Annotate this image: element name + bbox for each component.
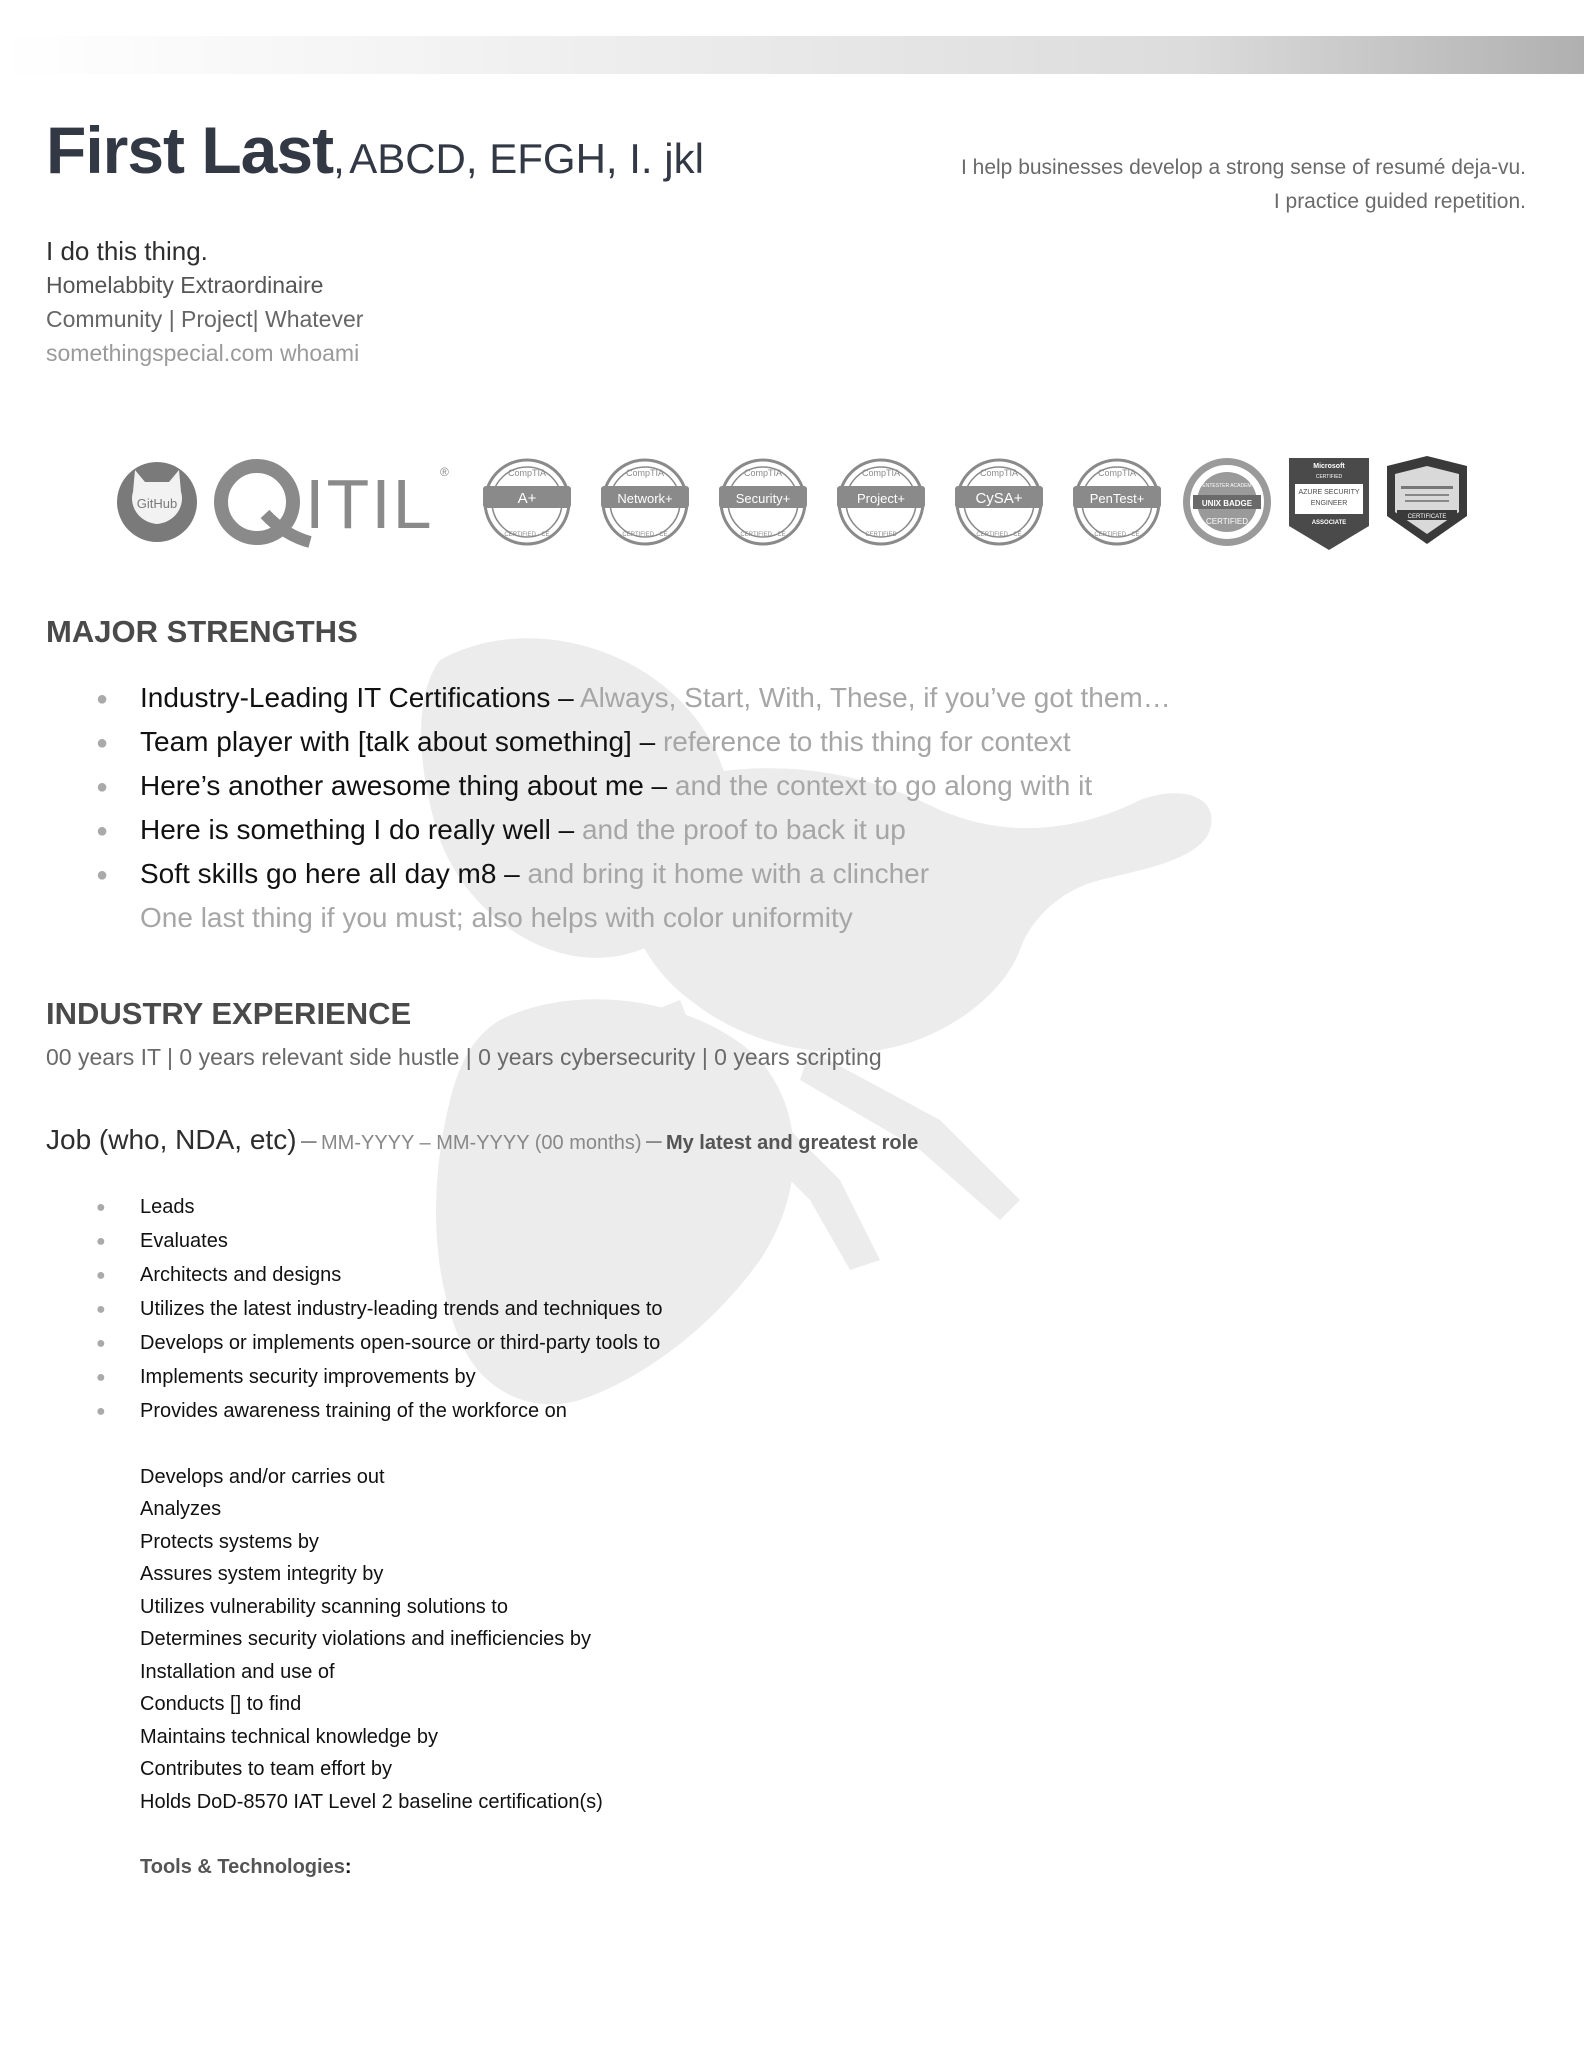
comptia-vendor-label: CompTIA	[979, 468, 1019, 478]
strength-lead: Team player with [talk about something] –	[140, 726, 663, 757]
duty-plain-item: Develops and/or carries out	[140, 1466, 385, 1488]
itil-icon	[221, 465, 449, 543]
bullet-icon: ●	[96, 1334, 106, 1352]
certificate-shield-icon	[1387, 456, 1467, 544]
duty-plain-item: Utilizes vulnerability scanning solutions to	[140, 1596, 508, 1618]
comptia-vendor-label: CompTIA	[625, 468, 665, 478]
duty-text: Provides awareness training of the workforce on	[140, 1400, 567, 1422]
candidate-credentials: ABCD, EFGH, I. jkl	[349, 135, 704, 182]
job-dash: –	[645, 1124, 662, 1155]
strength-context: and bring it home with a clincher	[527, 858, 930, 889]
strength-last-line: One last thing if you must; also helps with color uniformity	[140, 902, 853, 933]
name-line	[46, 112, 704, 188]
comptia-ce-label: CERTIFIED · CE	[740, 532, 786, 538]
unix-vendor-label: PENTESTER ACADEMY	[1199, 483, 1255, 489]
comptia-cert-name: Project+	[856, 491, 906, 506]
unix-certified-label: CERTIFIED	[1205, 517, 1249, 526]
candidate-name: First Last	[46, 113, 334, 187]
bullet-icon: ●	[96, 1232, 106, 1250]
comptia-vendor-label: CompTIA	[1097, 468, 1137, 478]
bullet-icon: ●	[96, 776, 109, 799]
tools-technologies-label	[140, 1856, 352, 1879]
intro-headline: I do this thing.	[46, 236, 208, 266]
duty-text: Develops or implements open-source or third-party tools to	[140, 1332, 661, 1354]
intro-links[interactable]: Community | Project| Whatever	[46, 306, 364, 332]
duty-plain-item: Holds DoD-8570 IAT Level 2 baseline certification(s)	[140, 1791, 603, 1813]
unix-badge-icon	[1183, 458, 1271, 546]
bullet-icon: ●	[96, 1266, 106, 1284]
comptia-ce-label: CERTIFIED · CE	[504, 532, 550, 538]
comptia-cysaplus-icon	[955, 460, 1043, 544]
comptia-cert-name: Security+	[735, 491, 791, 506]
comptia-networkplus-icon	[601, 460, 689, 544]
strength-item	[96, 682, 1171, 714]
bullet-icon: ●	[96, 864, 109, 887]
comptia-cert-name: A+	[517, 490, 537, 507]
certificate-label: CERTIFICATE	[1407, 514, 1447, 520]
comptia-projectplus-icon	[837, 460, 925, 544]
strength-context: reference to this thing for context	[662, 726, 1071, 757]
duty-text: Leads	[140, 1196, 195, 1218]
duty-plain-item: Protects systems by	[140, 1531, 319, 1553]
tools-label-text: Tools & Technologies	[140, 1856, 345, 1878]
strength-lead: Soft skills go here all day m8 –	[140, 858, 528, 889]
azure-level-label: ASSOCIATE	[1311, 520, 1347, 526]
comptia-pentestplus-icon	[1073, 460, 1161, 544]
github-label: GitHub	[136, 496, 178, 511]
certification-badges	[115, 452, 1475, 552]
duty-item	[96, 1332, 660, 1355]
strength-lead: Industry-Leading IT Certifications –	[140, 682, 580, 713]
job-dash: –	[300, 1124, 317, 1155]
tagline-line-1: I help businesses develop a strong sense of resumé deja-vu.	[960, 156, 1526, 179]
duty-item	[96, 1230, 228, 1253]
duty-text: Implements security improvements by	[140, 1366, 476, 1388]
azure-line-2: ENGINEER	[1310, 500, 1348, 507]
comptia-certified-label: CERTIFIED	[865, 532, 897, 538]
azure-security-engineer-icon	[1289, 458, 1369, 550]
duty-item	[96, 1400, 567, 1423]
strengths-title: MAJOR STRENGTHS	[46, 614, 358, 649]
unix-badge-label: UNIX BADGE	[1201, 499, 1253, 508]
strength-item	[96, 770, 1092, 802]
comptia-ce-label: CERTIFIED · CE	[1094, 532, 1140, 538]
comptia-securityplus-icon	[719, 460, 807, 544]
duty-item	[96, 1298, 663, 1321]
duty-item	[96, 1366, 476, 1389]
comptia-ce-label: CERTIFIED · CE	[976, 532, 1022, 538]
itil-label: ITIL	[305, 465, 434, 543]
bullet-icon: ●	[96, 1300, 106, 1318]
job-title: Job (who, NDA, etc)	[46, 1124, 297, 1155]
itil-registered-mark: ®	[440, 465, 449, 479]
strength-item	[96, 814, 906, 846]
duty-text: Architects and designs	[140, 1264, 342, 1286]
tagline-line-2: I practice guided repetition.	[1273, 190, 1526, 213]
duty-item	[96, 1264, 341, 1287]
bullet-icon: ●	[96, 1402, 106, 1420]
experience-stats: 00 years IT | 0 years relevant side hustle | 0 years cybersecurity | 0 years scripting	[46, 1044, 882, 1070]
comptia-cert-name: Network+	[617, 491, 673, 506]
duty-text: Evaluates	[140, 1230, 228, 1252]
duty-item	[96, 1196, 195, 1219]
duty-plain-item: Maintains technical knowledge by	[140, 1726, 438, 1748]
strength-lead: Here is something I do really well –	[140, 814, 582, 845]
tools-label-colon: :	[344, 1856, 352, 1878]
strength-context: and the context to go along with it	[674, 770, 1093, 801]
header-gradient-bar	[0, 36, 1584, 74]
strength-context: and the proof to back it up	[581, 814, 906, 845]
comptia-vendor-label: CompTIA	[507, 468, 547, 478]
strength-item	[96, 726, 1071, 758]
name-separator: ,	[333, 135, 345, 182]
duty-plain-item: Installation and use of	[140, 1661, 335, 1683]
strength-context: Always, Start, With, These, if you’ve got them…	[579, 682, 1171, 713]
comptia-vendor-label: CompTIA	[743, 468, 783, 478]
job-dates: MM-YYYY – MM-YYYY (00 months)	[321, 1132, 642, 1154]
bullet-icon: ●	[96, 688, 109, 711]
comptia-vendor-label: CompTIA	[861, 468, 901, 478]
azure-certified-label: CERTIFIED	[1315, 474, 1343, 480]
duty-text: Utilizes the latest industry-leading trends and techniques to	[140, 1298, 663, 1320]
strength-lead: Here’s another awesome thing about me –	[140, 770, 675, 801]
strength-item	[96, 858, 929, 890]
bullet-icon: ●	[96, 1368, 106, 1386]
duty-plain-item: Analyzes	[140, 1498, 222, 1520]
bullet-icon: ●	[96, 732, 109, 755]
azure-vendor-label: Microsoft	[1313, 463, 1345, 470]
comptia-ce-label: CERTIFIED · CE	[622, 532, 668, 538]
duty-plain-item: Conducts [] to find	[140, 1693, 302, 1715]
comptia-aplus-icon	[483, 460, 571, 544]
intro-website[interactable]: somethingspecial.com whoami	[46, 340, 360, 366]
duty-plain-item: Determines security violations and inefficiencies by	[140, 1628, 591, 1650]
comptia-cert-name: CySA+	[975, 490, 1023, 507]
bullet-icon: ●	[96, 1198, 106, 1216]
intro-role: Homelabbity Extraordinaire	[46, 272, 324, 298]
bullet-icon: ●	[96, 820, 109, 843]
github-icon	[117, 462, 197, 542]
azure-line-1: AZURE SECURITY	[1298, 489, 1360, 496]
comptia-cert-name: PenTest+	[1089, 491, 1145, 506]
job-role: My latest and greatest role	[665, 1132, 919, 1154]
experience-title: INDUSTRY EXPERIENCE	[46, 996, 412, 1031]
duty-plain-item: Contributes to team effort by	[140, 1758, 392, 1780]
job-header	[46, 1124, 918, 1156]
duty-plain-item: Assures system integrity by	[140, 1563, 384, 1585]
